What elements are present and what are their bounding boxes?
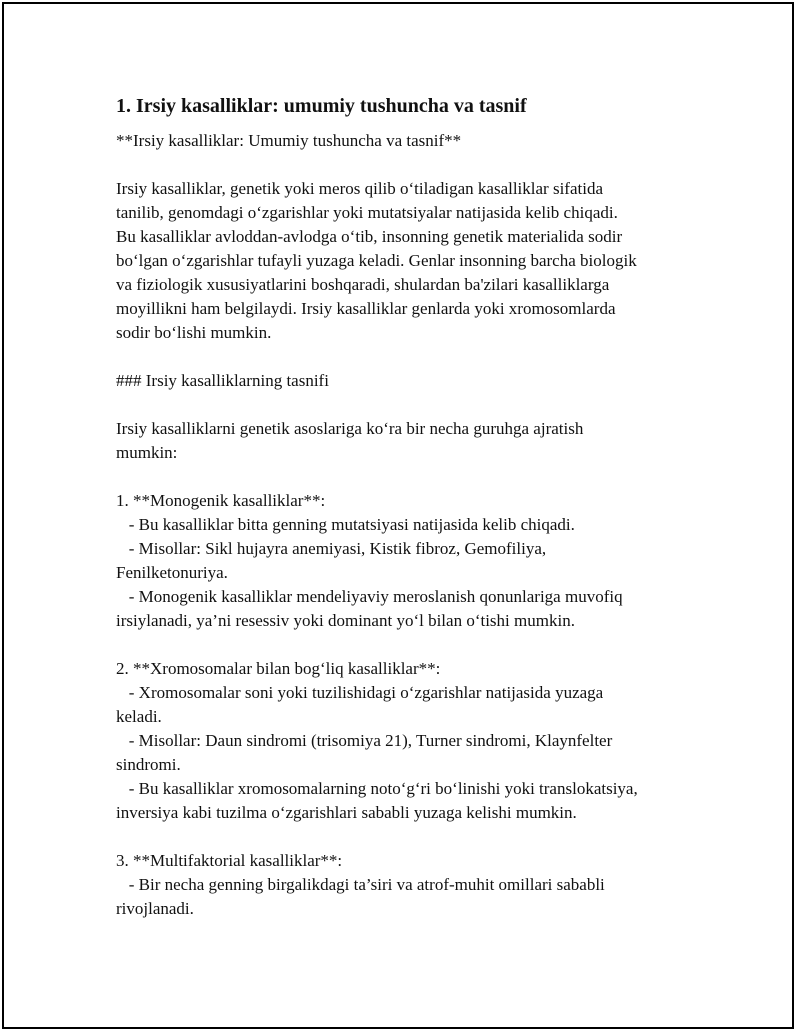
list-item-line: - Monogenik kasalliklar mendeliyaviy meroslanish qonunlariga muvofiq	[116, 587, 623, 606]
paragraph-line: va fiziologik xususiyatlarini boshqaradi, shulardan ba'zilari kasalliklarga	[116, 275, 610, 294]
paragraph-line: tanilib, genomdagi o‘zgarishlar yoki mutatsiyalar natijasida kelib chiqadi.	[116, 203, 618, 222]
list-item-line: inversiya kabi tuzilma o‘zgarishlari sababli yuzaga kelishi mumkin.	[116, 803, 577, 822]
paragraph-line: Irsiy kasalliklarni genetik asoslariga ko‘ra bir necha guruhga ajratish	[116, 419, 584, 438]
blank-line	[116, 345, 696, 369]
blank-line	[116, 825, 696, 849]
list-item-line: irsiylanadi, ya’ni resessiv yoki dominant yo‘l bilan o‘tishi mumkin.	[116, 611, 575, 630]
list-item-line: rivojlanadi.	[116, 899, 194, 918]
paragraph-line: sodir bo‘lishi mumkin.	[116, 323, 272, 342]
list-item-line: - Misollar: Sikl hujayra anemiyasi, Kistik fibroz, Gemofiliya,	[116, 539, 547, 558]
paragraph-line: Irsiy kasalliklar, genetik yoki meros qilib o‘tiladigan kasalliklar sifatida	[116, 179, 603, 198]
paragraph-line: Bu kasalliklar avloddan-avlodga o‘tib, insonning genetik materialida sodir	[116, 227, 623, 246]
list-item-line: Fenilketonuriya.	[116, 563, 228, 582]
section-heading-line: ### Irsiy kasalliklarning tasnifi	[116, 371, 329, 390]
list-item-heading: 2. **Xromosomalar bilan bog‘liq kasalliklar**:	[116, 659, 441, 678]
page-title: 1. Irsiy kasalliklar: umumiy tushuncha va tasnif	[116, 95, 527, 117]
blank-line	[116, 465, 696, 489]
list-item-line: - Xromosomalar soni yoki tuzilishidagi o‘zgarishlar natijasida yuzaga	[116, 683, 604, 702]
document-body	[116, 92, 696, 921]
blank-line	[116, 153, 696, 177]
list-item-heading: 3. **Multifaktorial kasalliklar**:	[116, 851, 343, 870]
paragraph-line: bo‘lgan o‘zgarishlar tufayli yuzaga keladi. Genlar insonning barcha biologik	[116, 251, 637, 270]
blank-line	[116, 393, 696, 417]
list-item-line: - Bu kasalliklar bitta genning mutatsiyasi natijasida kelib chiqadi.	[116, 515, 575, 534]
list-item-line: sindromi.	[116, 755, 181, 774]
blank-line	[116, 633, 696, 657]
list-item-heading: 1. **Monogenik kasalliklar**:	[116, 491, 326, 510]
list-item-line: - Bu kasalliklar xromosomalarning noto‘g‘ri bo‘linishi yoki translokatsiya,	[116, 779, 638, 798]
paragraph-line: moyillikni ham belgilaydi. Irsiy kasalliklar genlarda yoki xromosomlarda	[116, 299, 616, 318]
paragraph-line: mumkin:	[116, 443, 178, 462]
list-item-line: keladi.	[116, 707, 162, 726]
list-item-line: - Misollar: Daun sindromi (trisomiya 21), Turner sindromi, Klaynfelter	[116, 731, 613, 750]
list-item-line: - Bir necha genning birgalikdagi ta’siri va atrof-muhit omillari sababli	[116, 875, 605, 894]
subtitle-line: **Irsiy kasalliklar: Umumiy tushuncha va tasnif**	[116, 131, 462, 150]
